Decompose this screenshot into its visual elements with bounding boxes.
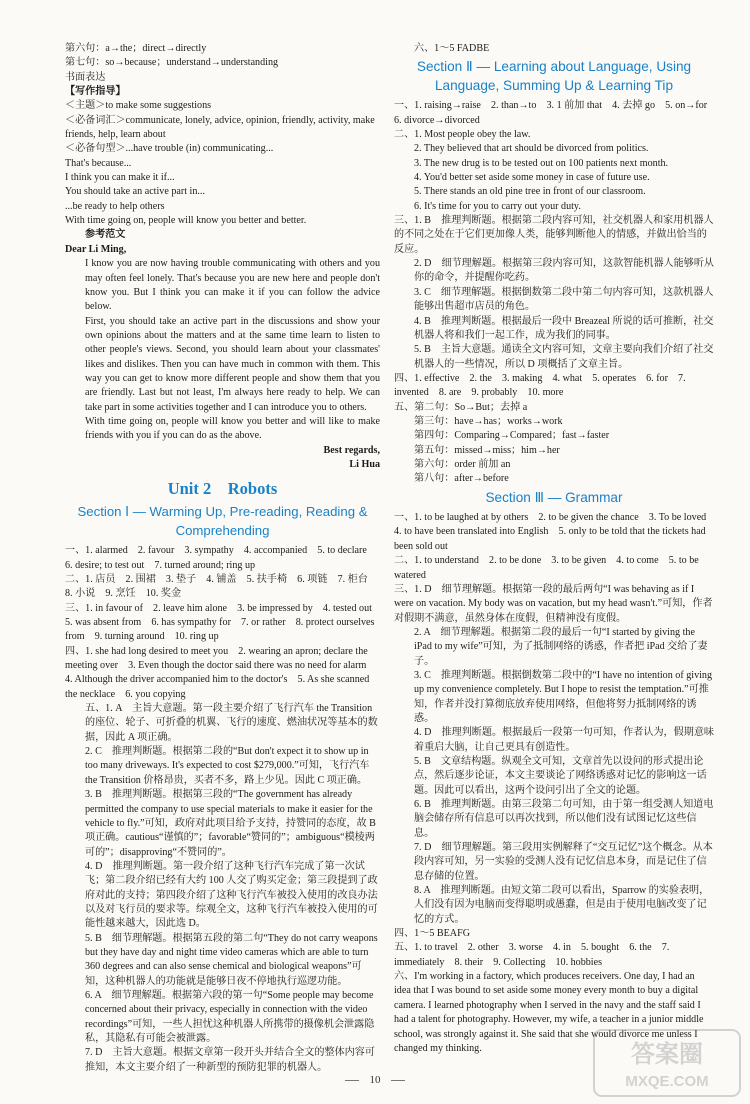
text-line: 第七句：so→because；understand→understanding <box>65 57 279 69</box>
text-line: ＜主题＞to make some suggestions <box>65 100 212 112</box>
answer-item: 五、第二句：So→But；去掉 a <box>394 401 528 413</box>
answer-item: 5. There stands an old pine tree in front of our classroom. <box>414 186 646 198</box>
answer-item: 3. C 推理判断题。根据倒数第二段中的“I have no intention of giving up my convenience completely. But I hope to resist the temptation.”可推知，作者并没打算彻底放弃使用网络，但他将努力抵制网络的诱惑。 <box>414 669 715 724</box>
answer-item: 6. A 细节理解题。根据第六段的第一句“Some people may become concerned about their privacy, especially in connection with the video recordings”可知，一些人担忧这种机器人所携带的摄像机会泄露隐私，其隐私有可能会被泄露。 <box>85 989 377 1044</box>
subheading: 【写作指导】 <box>65 86 126 98</box>
section-title: Section Ⅱ — Learning about Language, Using Language, Summing Up & Learning Tip <box>416 59 695 93</box>
answer-item: 五、1. A 主旨大意题。第一段主要介绍了飞行汽车 the Transition 的座位、轮子、可折叠的机翼、飞行的速度、燃油状况等基本的数据，因此 A 项正确。 <box>85 703 378 743</box>
answer-item: 第五句：missed→miss；him→her <box>414 444 560 456</box>
answer-item: 二、1. Most people obey the law. <box>394 129 531 141</box>
answer-item: 3. B 推理判断题。根据第三段的“The government has already permitted the company to use special materials to make it easier for the vehicle to fly.”可知，政府对此项目给予支持，持赞同的态度，故 B 项正确。cautious“谨慎的”；favorable“赞同的”；ambiguous“模棱两可的”；disapproving“不赞同的”。 <box>85 789 379 858</box>
answer-item: 4. B 推理判断题。根据最后一段中 Breazeal 所说的话可推断，社交机器人将和我们一起工作，成为我们的同事。 <box>414 315 714 341</box>
answer-item: 2. C 推理判断题。根据第二段的“But don't expect it to show up in too many driveways. It's expected to cost $279,000.”可知，飞行汽车 the Transition 价格昂贵，买者不多，路上少见。因此 C 项正确。 <box>85 746 372 786</box>
answer-item: 第三句：have→has；works→work <box>414 415 563 427</box>
section-title: Section Ⅲ — Grammar <box>485 489 623 505</box>
subheading: 参考范文 <box>85 229 126 241</box>
answer-item: 一、1. alarmed 2. favour 3. sympathy 4. accompanied 5. to declare 6. desire; to test out 7. turned around; ring up <box>65 545 377 571</box>
page-number: 10 <box>369 1074 381 1087</box>
svg-text:MXQE.COM: MXQE.COM <box>625 1073 709 1090</box>
answer-item: 三、1. in favour of 2. leave him alone 3. be impressed by 4. tested out 5. was absent from 6. has sympathy for 7. or rather 8. protect ourselves from 9. turning around 10. ring up <box>65 602 383 643</box>
answer-item: 第四句：Comparing→Compared；fast→faster <box>414 430 610 442</box>
answer-item: 3. C 细节理解题。根据倒数第二段中第二句内容可知，这款机器人能够出售超市店员的角色。 <box>414 286 714 313</box>
answer-item: 二、1. to understand 2. to be done 3. to be given 4. to come 5. to be watered <box>394 555 702 581</box>
answer-item: 一、1. raising→raise 2. than→to 3. 1 前加 that 4. 去掉 go 5. on→for 6. divorce→divorced <box>394 100 718 126</box>
section-title: Section Ⅰ — Warming Up, Pre-reading, Reading & Comprehending <box>77 504 372 538</box>
text-line: With time going on, people will know you better and better. <box>65 215 307 227</box>
answer-item: 5. B 主旨大意题。通读全文内容可知，文章主要向我们介绍了社交机器人的一些情况，所以 D 项概括了文章主旨。 <box>414 344 714 370</box>
answer-item: 2. They believed that art should be divorced from politics. <box>414 143 649 155</box>
right-column <box>394 42 718 1056</box>
text-line: That's because... <box>65 157 132 169</box>
answer-item: 二、1. 店员 2. 围裙 3. 垫子 4. 铺盖 5. 扶手椅 6. 项链 7. 柜台 8. 小说 9. 烹饪 10. 奖金 <box>65 574 378 600</box>
answer-item: 四、1～5 BEAFG <box>394 928 470 940</box>
letter-closing: Best regards, <box>323 444 380 456</box>
svg-text:答案圈: 答案圈 <box>631 1040 703 1068</box>
answer-item: 5. B 文章结构题。纵观全文可知，文章首先以设问的形式提出论点，然后逐步论证，本文主要谈论了网络诱惑对记忆的影响这一话题。因此可以看出，这两个设问引出了全文的论题。 <box>414 755 707 796</box>
left-column <box>65 42 383 1075</box>
letter-paragraph: With time going on, people will know you better and will like to make friends with you if you can do as the above. <box>85 415 383 442</box>
text-line: I think you can make it if... <box>65 172 175 184</box>
answer-item: 7. D 主旨大意题。根据文章第一段开头并结合全文的整体内容可推知，本文主要介绍了一种新型的预防犯罪的机器人。 <box>85 1047 375 1073</box>
answer-item: 5. B 细节理解题。根据第五段的第二句“They do not carry weapons but they have day and night time video cameras which are able to turn 360 degrees and can also sense chemical and biological weapons”可知，这种机器人的功能就是能够日夜不停地执行巡逻功能。 <box>85 932 381 987</box>
text-line: You should take an active part in... <box>65 186 205 198</box>
answer-item: 第八句：after→before <box>414 473 509 485</box>
text-line: ＜必备句型＞...have trouble (in) communicating... <box>65 143 274 155</box>
letter-paragraph: First, you should take an active part in the discussions and show your own opinions about the matters and at the same time learn to listen to other people's views. Second, you should learn about your classmates' likes and dislikes. Then you can have much in common with them. This way you can get to know more different people and show them that you are friendly. Last but not least, I'm always here ready to help. We can take part in some activities together and I can introduce you to others. <box>85 315 383 413</box>
text-line: ＜必备词汇＞communicate, lonely, advice, opinion, friendly, activity, make friends, help, learn about <box>65 114 378 141</box>
text-line: ...be ready to help others <box>65 200 165 212</box>
footer-rule <box>345 1080 359 1081</box>
subheading: 书面表达 <box>65 71 106 83</box>
answer-item: 2. A 细节理解题。根据第二段的最后一句“I started by giving the iPad to my wife”可知，为了抵制网络的诱惑，作者把 iPad 交给了妻子。 <box>414 626 708 667</box>
answer-item: 4. D 推理判断题。第一段介绍了这种飞行汽车完成了第一次试飞；第二段介绍已经有大约 100 人交了购买定金；第三段提到了政府对此的支持；第四段介绍了这种飞行汽车被投入使用的改良办法以及对飞行员的要求等。综观全文，这种飞行汽车被投入使用的可能性越来越大，因此选 D。 <box>85 860 378 930</box>
unit-title: Unit 2 Robots <box>167 479 278 499</box>
watermark-logo <box>592 1028 742 1098</box>
answer-item: 六、1～5 FADBE <box>414 43 490 54</box>
answer-item: 四、1. effective 2. the 3. making 4. what 5. operates 6. for 7. invented 8. are 9. probably 10. more <box>394 372 689 399</box>
answer-item: 8. A 推理判断题。由短文第二段可以看出，Sparrow 的实验表明，人们没有因为电脑而变得聪明或愚蠢，但是由于使用电脑改变了记忆的方式。 <box>414 885 710 925</box>
answer-item: 三、1. B 推理判断题。根据第二段内容可知，社交机器人和家用机器人的不同之处在于它们更加像人类，能够判断他人的情感，并做出恰当的反应。 <box>394 215 714 255</box>
answer-item: 6. B 推理判断题。由第三段第二句可知，由于第一组受测人知道电脑会储存所有信息可以再次找到，所以他们没有试图记忆这些信息。 <box>414 799 714 839</box>
answer-item: 六、I'm working in a factory, which produces receivers. One day, I had an idea that I was bound to set aside some money every month to buy a digital camera. I learned photography when I served in the navy and the staff said I had a talent for photography. However, my wife, a teacher in a junior middle school, was strongly against it. She said that she would divorce me unless I changed my thinking. <box>394 971 707 1054</box>
answer-item: 6. It's time for you to carry out your duty. <box>414 200 581 212</box>
answer-item: 2. D 细节理解题。根据第三段内容可知，这款智能机器人能够听从你的命令，并提醒你吃药。 <box>414 258 715 284</box>
text-line: 第六句：a→the；direct→directly <box>65 43 207 54</box>
letter-paragraph: I know you are now having trouble communicating with others and you may often feel lonely. That's because you are new here and people don't know you. But I think you can make it if you can follow the advice below. <box>85 258 383 313</box>
answer-item: 3. The new drug is to be tested out on 100 patients next month. <box>414 157 669 169</box>
answer-item: 一、1. to be laughed at by others 2. to be given the chance 3. To be loved 4. to have been translated into English 5. only to be told that the tickets had been sold out <box>394 512 717 552</box>
footer-rule <box>391 1080 405 1081</box>
watermark-graphic <box>592 1028 742 1098</box>
letter-salutation: Dear Li Ming, <box>65 243 127 255</box>
answer-item: 4. You'd better set aside some money in case of future use. <box>414 172 650 184</box>
answer-item: 7. D 细节理解题。第三段用实例解释了“交互记忆”这个概念。从本段内容可知，另一实验的受测人没有记忆信息本身，而是记住了信息存储的位置。 <box>414 842 713 882</box>
answer-item: 五、1. to travel 2. other 3. worse 4. in 5. bought 6. the 7. immediately 8. their 9. Collecting 10. hobbies <box>394 942 672 968</box>
answer-item: 第六句：order 前加 an <box>414 458 511 470</box>
answer-item: 三、1. D 细节理解题。根据第一段的最后两句“I was behaving as if I were on vacation. My body was on vacation, but my head wasn't.”可知，作者对假期不满意，虽然身体在度假，但精神没有度假。 <box>394 583 713 624</box>
answer-item: 四、1. she had long desired to meet you 2. wearing an apron; declare the meeting over 3. Even though the doctor said there was no need for alarm 4. Although the driver accompanied him to the doctor's 5. As she scanned the necklace 6. you copying <box>65 645 377 700</box>
answer-item: 4. D 推理判断题。根据最后一段第一句可知，作者认为，假期意味着重启大脑，让自己更具有创造性。 <box>414 727 715 753</box>
letter-signature: Li Hua <box>349 458 380 470</box>
